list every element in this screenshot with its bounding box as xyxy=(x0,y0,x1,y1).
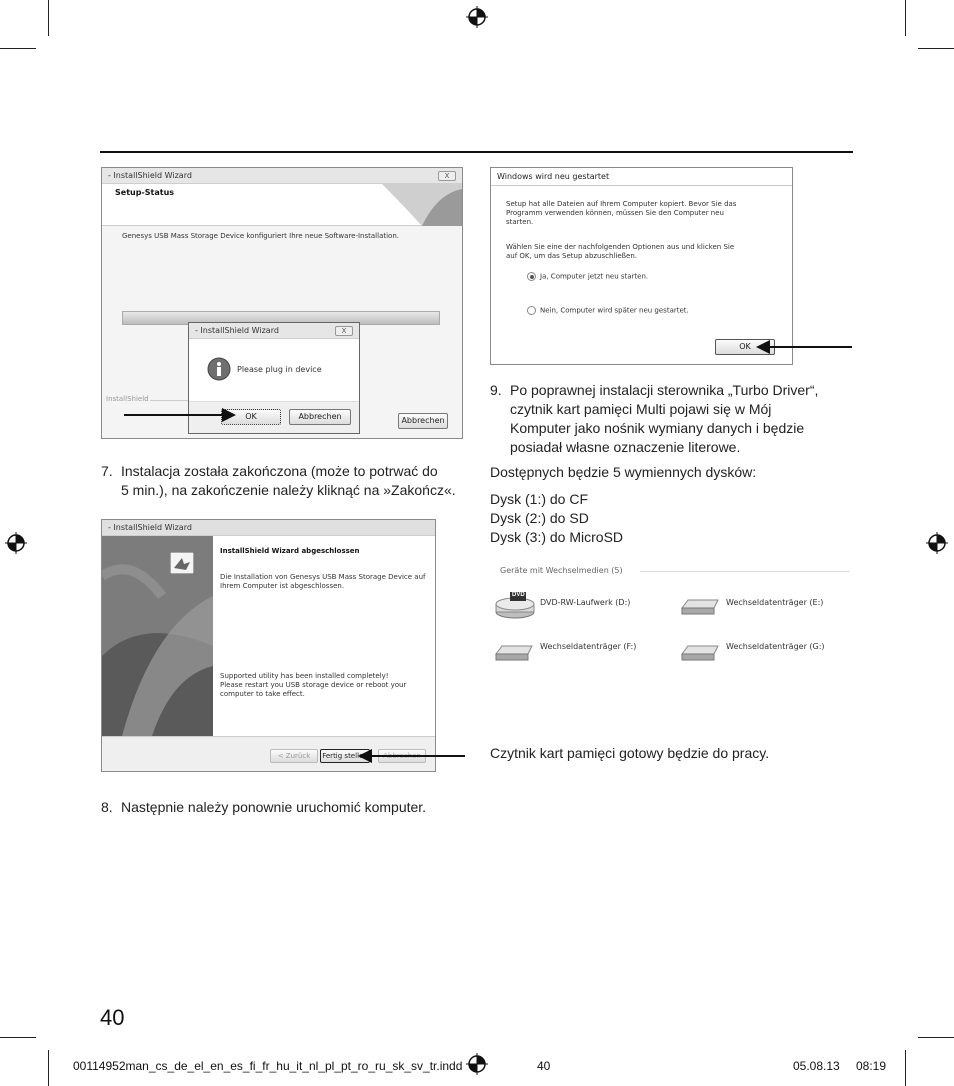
drive-item-g[interactable] xyxy=(680,638,850,668)
ok-button[interactable]: OK xyxy=(715,339,775,355)
registration-mark-icon xyxy=(466,1053,488,1075)
utility-note-2: Please restart you USB storage device or reboot your xyxy=(220,681,407,689)
footer-time: 08:19 xyxy=(856,1059,887,1073)
title-divider xyxy=(491,185,792,186)
plug-in-device-popup xyxy=(188,322,360,434)
header-rule xyxy=(100,151,853,153)
dialog-header-band xyxy=(102,184,462,226)
dialog-heading: Setup-Status xyxy=(115,188,175,197)
popup-abbrechen-button[interactable]: Abbrechen xyxy=(289,409,351,425)
crop-mark xyxy=(918,48,954,49)
drive-item-f[interactable] xyxy=(494,638,664,668)
removable-drive-icon xyxy=(680,596,720,616)
installshield-logo-icon xyxy=(382,184,462,226)
removable-drive-icon xyxy=(680,642,720,662)
drive-label: DVD-RW-Laufwerk (D:) xyxy=(540,598,631,607)
drive-item-e[interactable] xyxy=(680,592,850,622)
option-restart-now[interactable] xyxy=(527,272,648,282)
registration-mark-icon xyxy=(466,6,488,28)
utility-note-1: Supported utility has been installed completely! xyxy=(220,672,389,680)
crop-mark xyxy=(905,0,906,36)
crop-mark xyxy=(0,1037,36,1038)
step-9-line-1: Po poprawnej instalacji sterownika „Turbo Driver“, xyxy=(510,382,819,398)
arrow-head-icon xyxy=(222,408,236,422)
step-9-line-3: Komputer jako nośnik wymiany danych i będzie xyxy=(510,420,805,436)
restart-message-2: Programm verwenden können, müssen Sie den Computer neu xyxy=(506,209,724,217)
step-7-line-1: Instalacja została zakończona (może to potrwać do xyxy=(121,463,438,479)
step-9-line-2: czytnik kart pamięci Multi pojawi się w Mój xyxy=(510,401,772,417)
dvd-badge: DVD xyxy=(512,592,525,598)
setup-status-dialog xyxy=(101,167,463,439)
restart-message-3: starten. xyxy=(506,218,534,226)
info-icon xyxy=(207,357,231,381)
installshield-label: InstallShield xyxy=(106,395,149,403)
step-9-line-4: posiadał własne oznaczenie literowe. xyxy=(510,439,741,455)
crop-mark xyxy=(48,1050,49,1086)
crop-mark xyxy=(905,1050,906,1086)
restart-message-1: Setup hat alle Dateien auf Ihrem Computer kopiert. Bevor Sie das xyxy=(506,200,737,208)
dialog-title: Windows wird neu gestartet xyxy=(497,172,610,181)
complete-message-2: Ihrem Computer ist abgeschlossen. xyxy=(220,582,345,590)
complete-message-1: Die Installation von Genesys USB Mass Storage Device auf xyxy=(220,573,426,581)
pointer-arrow xyxy=(124,414,224,416)
disk-list-item: Dysk (1:) do CF xyxy=(490,491,589,507)
crop-mark xyxy=(48,0,49,36)
utility-note-3: computer to take effect. xyxy=(220,690,305,698)
ok-button[interactable]: OK xyxy=(221,409,281,425)
registration-mark-icon xyxy=(5,532,27,554)
popup-title: - InstallShield Wizard xyxy=(189,323,359,339)
group-title: Geräte mit Wechselmedien (5) xyxy=(500,566,623,575)
crop-mark xyxy=(918,1037,954,1038)
status-message: Genesys USB Mass Storage Device konfiguriert Ihre neue Software-Installation. xyxy=(122,232,399,240)
drive-label: Wechseldatenträger (G:) xyxy=(726,642,825,651)
dialog-title: - InstallShield Wizard xyxy=(102,168,462,184)
radio-icon[interactable] xyxy=(527,306,536,315)
step-8-number: 8. xyxy=(101,799,113,815)
restart-prompt-1: Wählen Sie eine der nachfolgenden Optionen aus und klicken Sie xyxy=(506,243,735,251)
removable-drive-icon xyxy=(494,642,534,662)
radio-selected-icon[interactable] xyxy=(527,272,536,281)
ready-text: Czytnik kart pamięci gotowy będzie do pracy. xyxy=(490,745,770,761)
pointer-arrow xyxy=(770,346,852,348)
close-button[interactable]: X xyxy=(438,171,456,181)
abbrechen-button[interactable]: Abbrechen xyxy=(398,413,448,429)
drive-label: Wechseldatenträger (F:) xyxy=(540,642,637,651)
restart-prompt-2: auf OK, um das Setup abzuschließen. xyxy=(506,252,638,260)
removable-devices-panel xyxy=(490,562,853,674)
page-number: 40 xyxy=(100,1005,125,1030)
dialog-title: - InstallShield Wizard xyxy=(102,520,435,536)
crop-mark xyxy=(0,48,36,49)
option-restart-later-label: Nein, Computer wird später neu gestartet. xyxy=(540,306,689,315)
option-restart-now-label: Ja, Computer jetzt neu starten. xyxy=(540,272,649,281)
step-9-number: 9. xyxy=(490,382,502,398)
back-button[interactable]: < Zurück xyxy=(270,749,318,763)
option-restart-later[interactable] xyxy=(527,306,689,316)
step-7-line-2: 5 min.), na zakończenie należy kliknąć na »Zakończ«. xyxy=(121,482,456,498)
installshield-logo-icon xyxy=(170,552,194,574)
arrow-head-icon xyxy=(358,749,372,763)
group-divider xyxy=(640,571,850,572)
dialog-heading: InstallShield Wizard abgeschlossen xyxy=(220,547,360,555)
disk-list-item: Dysk (2:) do SD xyxy=(490,510,589,526)
footer-date: 05.08.13 xyxy=(793,1059,840,1073)
divider xyxy=(150,400,188,401)
pointer-arrow xyxy=(372,755,465,757)
restart-dialog xyxy=(490,167,793,365)
footer-filename: 00114952man_cs_de_el_en_es_fi_fr_hu_it_nl_pl_pt_ro_ru_sk_sv_tr.indd xyxy=(73,1059,463,1073)
footer-page: 40 xyxy=(537,1059,551,1073)
drive-label: Wechseldatenträger (E:) xyxy=(726,598,824,607)
step-7-number: 7. xyxy=(101,463,113,479)
drive-item-dvd[interactable] xyxy=(494,586,664,626)
registration-mark-icon xyxy=(926,532,948,554)
wizard-complete-dialog xyxy=(101,519,436,772)
popup-message: Please plug in device xyxy=(237,365,322,374)
drives-intro: Dostępnych będzie 5 wymiennych dysków: xyxy=(490,464,757,480)
step-8-text: Następnie należy ponownie uruchomić komputer. xyxy=(121,799,427,815)
popup-close-button[interactable]: X xyxy=(335,326,353,336)
wizard-side-graphic xyxy=(102,536,213,736)
disk-list-item: Dysk (3:) do MicroSD xyxy=(490,529,624,545)
finish-button[interactable]: Fertig stellen xyxy=(320,749,370,763)
arrow-head-icon xyxy=(756,340,770,354)
